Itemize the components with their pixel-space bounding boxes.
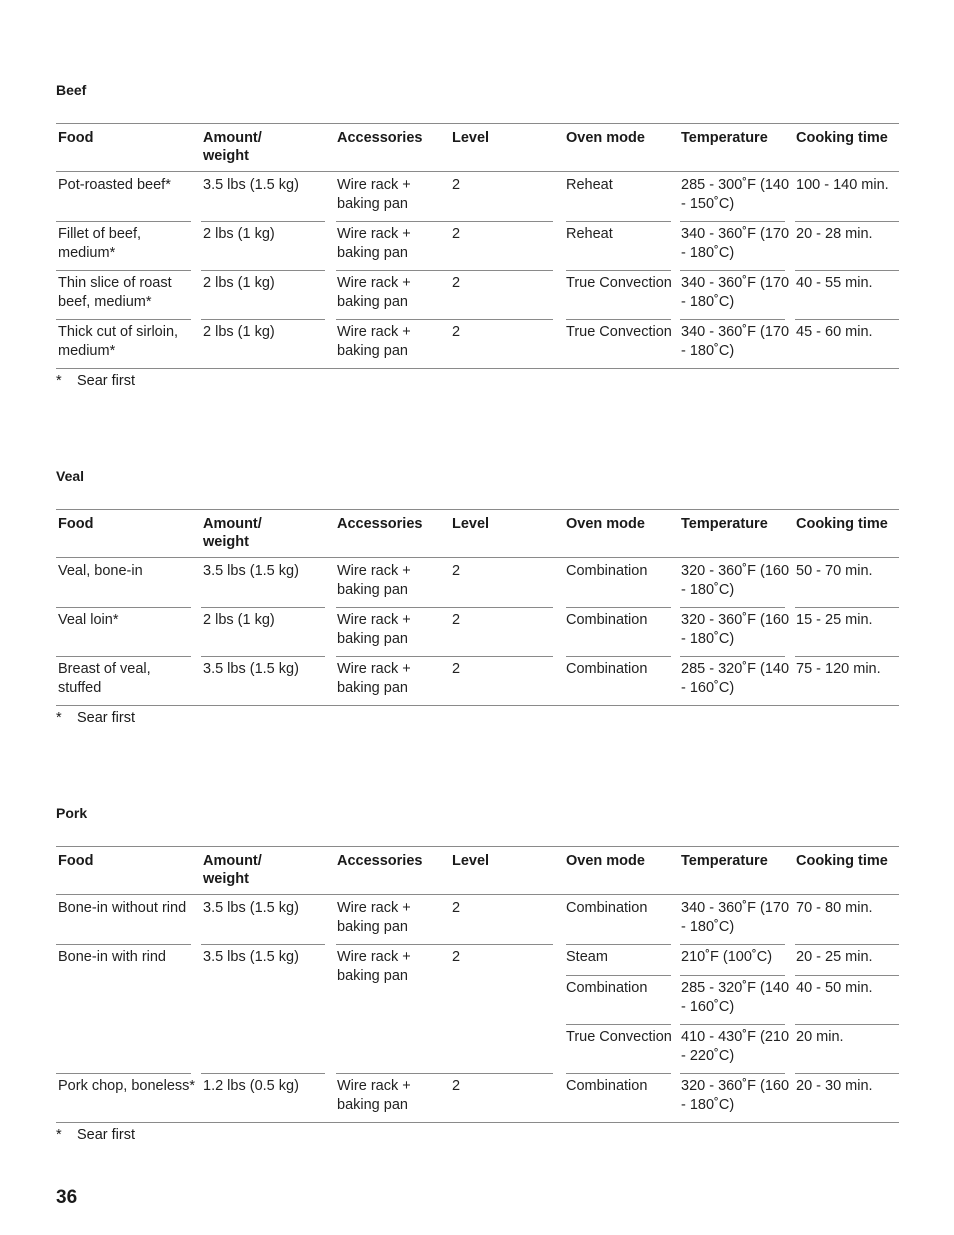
cell-cooking-time: 20 min. [796,1029,844,1045]
cell-level: 2 [452,900,461,916]
footnote-text: Sear first [77,373,136,389]
cell-food: Veal loin* [58,612,119,628]
cell-level: 2 [452,275,461,291]
footnote [56,710,135,726]
column-header: Oven mode [566,853,645,869]
cell-cooking-time: 45 - 60 min. [796,324,873,340]
cell-amount: 3.5 lbs (1.5 kg) [203,563,299,579]
column-header: Amount/ weight [203,853,262,887]
table-row [56,172,899,221]
cell-amount: 3.5 lbs (1.5 kg) [203,661,299,677]
cell-cooking-time: 15 - 25 min. [796,612,873,628]
footnote-mark: * [56,1127,62,1143]
data-table [56,509,899,696]
column-header: Food [58,130,94,146]
column-header: Food [58,853,94,869]
cell-accessories: Wire rack + baking pan [337,661,411,696]
footnote-text: Sear first [77,710,136,726]
cell-temperature: 285 - 320˚F (140 - 160˚C) [681,980,790,1015]
cell-accessories: Wire rack + baking pan [337,226,411,261]
table-row [56,895,899,944]
column-header: Amount/ weight [203,516,262,550]
column-header: Level [452,130,490,146]
column-header: Food [58,516,94,532]
table-row [56,656,899,705]
table-row [56,319,899,368]
table-row [56,944,899,1073]
table-row [56,221,899,270]
cell-oven-mode: Combination [566,612,648,628]
column-header: Temperature [681,853,768,869]
cell-cooking-time: 20 - 28 min. [796,226,873,242]
cell-food: Bone-in with rind [58,949,166,965]
cell-cooking-time: 100 - 140 min. [796,177,889,193]
cell-amount: 2 lbs (1 kg) [203,226,275,242]
cell-accessories: Wire rack + baking pan [337,1078,411,1113]
cell-cooking-time: 50 - 70 min. [796,563,873,579]
table-row [56,270,899,319]
column-header: Level [452,853,490,869]
data-table [56,846,899,1113]
cell-temperature: 320 - 360˚F (160 - 180˚C) [681,1078,790,1113]
table-row [56,607,899,656]
cell-accessories: Wire rack + baking pan [337,275,411,310]
cell-accessories: Wire rack + baking pan [337,324,411,359]
cell-food: Thick cut of sirloin, medium* [58,324,179,359]
column-header: Accessories [337,853,423,869]
cell-oven-mode: Combination [566,563,648,579]
column-header: Cooking time [796,853,888,869]
table-header [56,846,899,895]
cell-temperature: 340 - 360˚F (170 - 180˚C) [681,900,790,935]
row-divider [566,975,671,976]
footnote-mark: * [56,710,62,726]
cell-oven-mode: True Convection [566,324,672,340]
row-divider [680,1024,785,1025]
cell-cooking-time: 70 - 80 min. [796,900,873,916]
cell-amount: 2 lbs (1 kg) [203,324,275,340]
cell-oven-mode: Combination [566,661,648,677]
cell-amount: 3.5 lbs (1.5 kg) [203,177,299,193]
cell-level: 2 [452,563,461,579]
cell-food: Veal, bone-in [58,563,143,579]
cell-accessories: Wire rack + baking pan [337,563,411,598]
section-title: Pork [56,805,88,821]
cell-amount: 3.5 lbs (1.5 kg) [203,900,299,916]
cell-oven-mode: Reheat [566,226,613,242]
cell-amount: 2 lbs (1 kg) [203,612,275,628]
cell-amount: 3.5 lbs (1.5 kg) [203,949,299,965]
data-table [56,123,899,359]
cell-level: 2 [452,1078,461,1094]
cell-accessories: Wire rack + baking pan [337,949,411,984]
section-title: Beef [56,82,87,98]
cell-temperature: 320 - 360˚F (160 - 180˚C) [681,563,790,598]
footnote [56,373,135,389]
column-header: Temperature [681,130,768,146]
row-divider [680,975,785,976]
column-header: Amount/ weight [203,130,262,164]
table-bottom-border [56,1122,899,1123]
cell-oven-mode: True Convection [566,275,672,291]
cell-temperature: 410 - 430˚F (210 - 220˚C) [681,1029,790,1064]
cell-amount: 2 lbs (1 kg) [203,275,275,291]
cell-accessories: Wire rack + baking pan [337,612,411,647]
cell-food: Fillet of beef, medium* [58,226,142,261]
cell-level: 2 [452,949,461,965]
table-bottom-border [56,705,899,706]
cell-level: 2 [452,612,461,628]
cell-oven-mode: Combination [566,980,648,996]
footnote [56,1127,135,1143]
cell-temperature: 320 - 360˚F (160 - 180˚C) [681,612,790,647]
footnote-text: Sear first [77,1127,136,1143]
row-divider [795,1024,899,1025]
cell-food: Breast of veal, stuffed [58,661,151,696]
table-header [56,509,899,558]
footnote-mark: * [56,373,62,389]
table-header [56,123,899,172]
cell-level: 2 [452,661,461,677]
column-header: Oven mode [566,516,645,532]
row-divider [795,975,899,976]
column-header: Level [452,516,490,532]
table-bottom-border [56,368,899,369]
cell-accessories: Wire rack + baking pan [337,900,411,935]
cell-temperature: 285 - 300˚F (140 - 150˚C) [681,177,790,212]
cell-temperature: 210˚F (100˚C) [681,949,773,965]
column-header: Accessories [337,130,423,146]
table-row [56,558,899,607]
cell-cooking-time: 75 - 120 min. [796,661,881,677]
cell-oven-mode: Combination [566,900,648,916]
cell-level: 2 [452,177,461,193]
cell-food: Bone-in without rind [58,900,187,916]
cell-food: Thin slice of roast beef, medium* [58,275,172,310]
cell-cooking-time: 20 - 30 min. [796,1078,873,1094]
row-divider [566,1024,671,1025]
cell-cooking-time: 40 - 50 min. [796,980,873,996]
cell-level: 2 [452,324,461,340]
cell-cooking-time: 40 - 55 min. [796,275,873,291]
cell-oven-mode: Steam [566,949,608,965]
cell-food: Pot-roasted beef* [58,177,171,193]
cell-temperature: 285 - 320˚F (140 - 160˚C) [681,661,790,696]
column-header: Temperature [681,516,768,532]
cell-temperature: 340 - 360˚F (170 - 180˚C) [681,324,790,359]
cell-oven-mode: True Convection [566,1029,672,1045]
cell-food: Pork chop, boneless* [58,1078,196,1094]
page-number: 36 [56,1187,78,1208]
cell-level: 2 [452,226,461,242]
table-row [56,1073,899,1122]
cell-oven-mode: Combination [566,1078,648,1094]
cell-temperature: 340 - 360˚F (170 - 180˚C) [681,226,790,261]
cell-amount: 1.2 lbs (0.5 kg) [203,1078,299,1094]
cell-oven-mode: Reheat [566,177,613,193]
column-header: Cooking time [796,516,888,532]
column-header: Accessories [337,516,423,532]
cell-accessories: Wire rack + baking pan [337,177,411,212]
cell-temperature: 340 - 360˚F (170 - 180˚C) [681,275,790,310]
column-header: Oven mode [566,130,645,146]
column-header: Cooking time [796,130,888,146]
cell-cooking-time: 20 - 25 min. [796,949,873,965]
section-title: Veal [56,468,85,484]
